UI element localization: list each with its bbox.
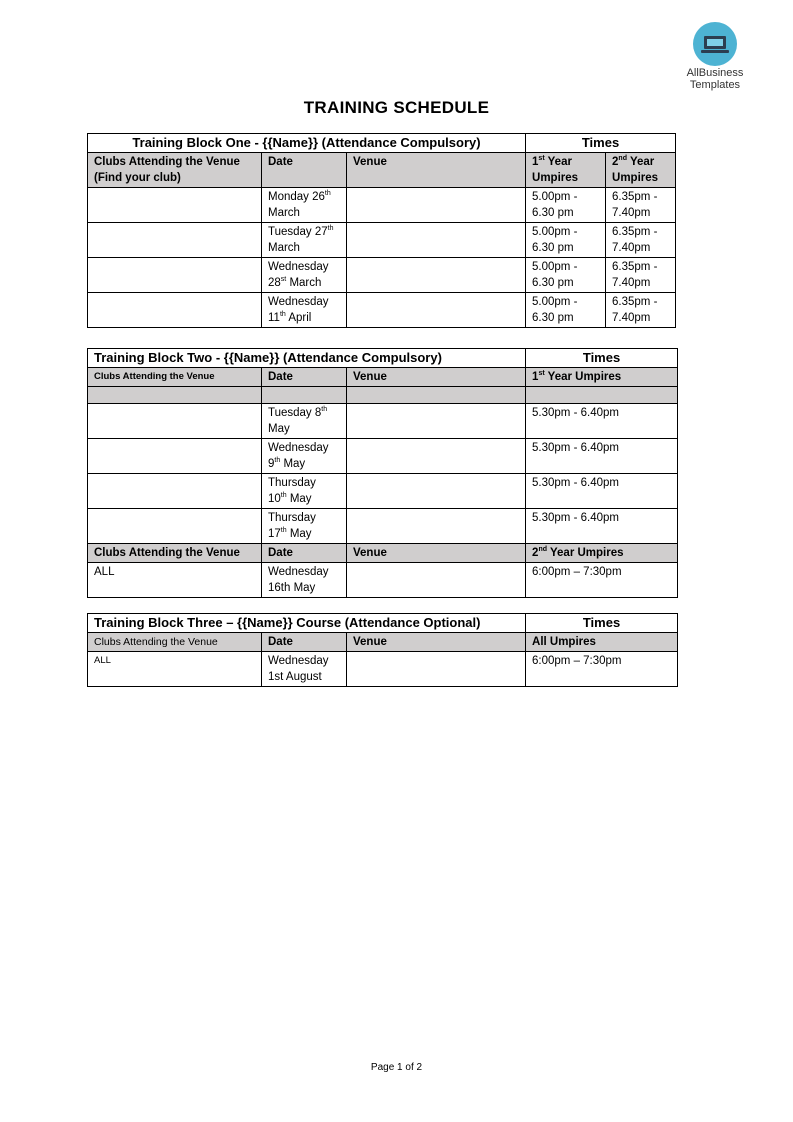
block-three-times: Times xyxy=(526,614,678,633)
second-year-time: 6:00pm – 7:30pm xyxy=(526,563,678,598)
document-title: TRAINING SCHEDULE xyxy=(303,98,490,117)
clubs-cell xyxy=(88,258,262,293)
block-one-times: Times xyxy=(526,134,676,153)
header-venue: Venue xyxy=(347,153,526,188)
blank-gray-row xyxy=(88,387,678,404)
header-venue: Venue xyxy=(347,633,526,652)
table-row xyxy=(88,439,678,474)
clubs-cell xyxy=(88,188,262,223)
first-year-time: 5.30pm - 6.40pm xyxy=(526,404,678,439)
subheader-second-year: 2nd Year Umpires xyxy=(526,544,678,563)
venue-cell xyxy=(347,293,526,328)
header-venue: Venue xyxy=(347,368,526,387)
venue-cell xyxy=(347,404,526,439)
first-year-time: 5.30pm - 6.40pm xyxy=(526,439,678,474)
date-cell: Tuesday 8th May xyxy=(262,404,347,439)
logo-line-2: Templates xyxy=(689,79,741,91)
header-clubs: Clubs Attending the Venue xyxy=(88,633,262,652)
header-date: Date xyxy=(262,633,347,652)
clubs-cell: ALL xyxy=(88,563,262,598)
first-year-time: 5.00pm - 6.30 pm xyxy=(526,188,606,223)
venue-cell xyxy=(347,439,526,474)
training-block-two-table xyxy=(87,348,678,598)
header-date: Date xyxy=(262,153,347,188)
table-row xyxy=(88,404,678,439)
clubs-cell xyxy=(88,404,262,439)
table-row xyxy=(88,188,676,223)
table-row xyxy=(88,474,678,509)
second-year-time: 6.35pm - 7.40pm xyxy=(606,258,676,293)
table-row xyxy=(88,509,678,544)
page-footer: Page 1 of 2 xyxy=(370,1062,423,1073)
table-row xyxy=(88,223,676,258)
date-cell: Wednesday 1st August xyxy=(262,652,347,687)
clubs-cell xyxy=(88,293,262,328)
date-cell: Wednesday 16th May xyxy=(262,563,347,598)
second-year-time: 6.35pm - 7.40pm xyxy=(606,293,676,328)
date-cell: Wednesday 28st March xyxy=(262,258,347,293)
date-cell: Tuesday 27th March xyxy=(262,223,347,258)
header-all-umpires: All Umpires xyxy=(526,633,678,652)
subheader-date: Date xyxy=(262,544,347,563)
clubs-cell xyxy=(88,509,262,544)
date-cell: Monday 26th March xyxy=(262,188,347,223)
venue-cell xyxy=(347,188,526,223)
block-two-times: Times xyxy=(526,349,678,368)
date-cell: Thursday 17th May xyxy=(262,509,347,544)
first-year-time: 5.00pm - 6.30 pm xyxy=(526,223,606,258)
clubs-cell: ALL xyxy=(88,652,262,687)
clubs-cell xyxy=(88,439,262,474)
header-clubs: Clubs Attending the Venue (Find your club) xyxy=(88,153,262,188)
header-first-year: 1st Year Umpires xyxy=(526,368,678,387)
subheader-venue: Venue xyxy=(347,544,526,563)
venue-cell xyxy=(347,563,526,598)
allbusiness-logo xyxy=(682,22,748,91)
training-block-three-table xyxy=(87,613,678,687)
second-year-time: 6.35pm - 7.40pm xyxy=(606,188,676,223)
logo-text xyxy=(682,67,748,91)
first-year-time: 5.00pm - 6.30 pm xyxy=(526,258,606,293)
first-year-time: 5.30pm - 6.40pm xyxy=(526,509,678,544)
date-cell: Wednesday 11th April xyxy=(262,293,347,328)
venue-cell xyxy=(347,652,526,687)
clubs-cell xyxy=(88,474,262,509)
subheader-clubs: Clubs Attending the Venue xyxy=(88,544,262,563)
block-two-title: Training Block Two - {{Name}} (Attendance Compulsory) xyxy=(88,349,526,368)
first-year-time: 5.00pm - 6.30 pm xyxy=(526,293,606,328)
all-umpires-time: 6:00pm – 7:30pm xyxy=(526,652,678,687)
laptop-icon xyxy=(693,22,737,66)
venue-cell xyxy=(347,258,526,293)
block-three-title: Training Block Three – {{Name}} Course (Attendance Optional) xyxy=(88,614,526,633)
header-date: Date xyxy=(262,368,347,387)
table-row xyxy=(88,563,678,598)
block-one-title: Training Block One - {{Name}} (Attendance Compulsory) xyxy=(88,134,526,153)
table-row xyxy=(88,652,678,687)
date-cell: Wednesday 9th May xyxy=(262,439,347,474)
logo-line-1: AllBusiness xyxy=(686,67,744,79)
second-year-time: 6.35pm - 7.40pm xyxy=(606,223,676,258)
first-year-time: 5.30pm - 6.40pm xyxy=(526,474,678,509)
clubs-cell xyxy=(88,223,262,258)
header-first-year: 1st Year Umpires xyxy=(526,153,606,188)
header-clubs: Clubs Attending the Venue xyxy=(88,368,262,387)
date-cell: Thursday 10th May xyxy=(262,474,347,509)
venue-cell xyxy=(347,474,526,509)
header-second-year: 2nd Year Umpires xyxy=(606,153,676,188)
training-block-one-table xyxy=(87,133,676,328)
venue-cell xyxy=(347,223,526,258)
table-row xyxy=(88,293,676,328)
table-row xyxy=(88,258,676,293)
venue-cell xyxy=(347,509,526,544)
